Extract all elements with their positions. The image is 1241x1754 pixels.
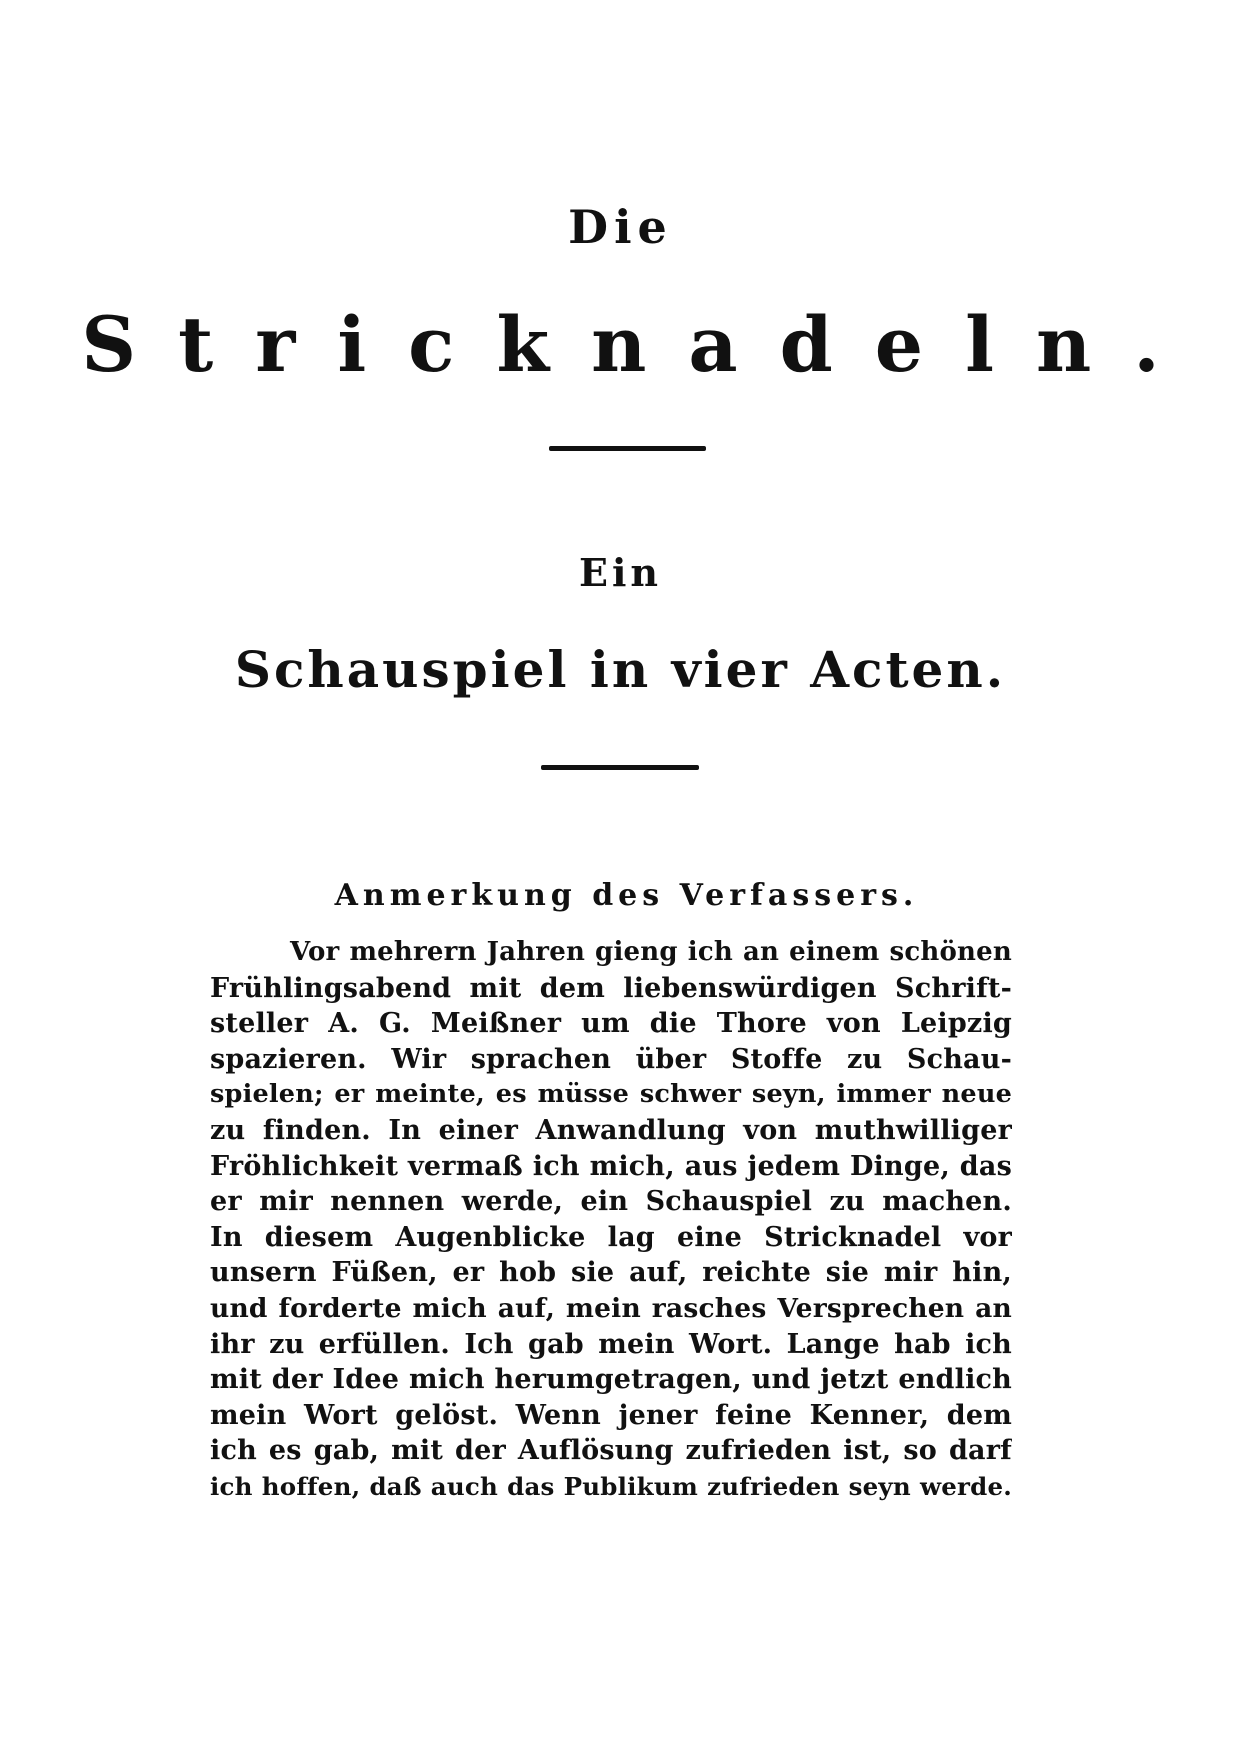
text-line: steller A. G. Meißner um die Thore von Leipzig	[210, 1008, 1012, 1040]
note-body	[210, 935, 1012, 1505]
note-heading: Anmerkung des Verfassers.	[334, 878, 919, 913]
subtitle-line-1: Ein	[578, 550, 663, 595]
page-title: Stricknadeln.	[81, 300, 1202, 389]
text-line: und forderte mich auf, mein rasches Versprechen an	[210, 1292, 1012, 1324]
text-line: ich es gab, mit der Auflösung zufrieden ist, so darf	[210, 1435, 1012, 1467]
text-line: Frühlingsabend mit dem liebenswürdigen Schrift-	[210, 972, 1012, 1004]
divider-rule	[541, 765, 699, 770]
text-line: Fröhlichkeit vermaß ich mich, aus jedem Dinge, das	[210, 1150, 1012, 1182]
text-line: unsern Füßen, er hob sie auf, reichte sie mir hin,	[210, 1257, 1012, 1289]
text-line: ich hoffen, daß auch das Publikum zufrieden seyn werde.	[210, 1471, 1012, 1501]
text-line: ihr zu erfüllen. Ich gab mein Wort. Lange hab ich	[210, 1328, 1012, 1360]
divider-rule	[549, 446, 706, 451]
text-line: zu finden. In einer Anwandlung von muthwilliger	[210, 1114, 1012, 1146]
text-line: Vor mehrern Jahren gieng ich an einem schönen	[290, 937, 1012, 967]
subtitle-line-2: Schauspiel in vier Acten.	[234, 640, 1007, 699]
text-line: spielen; er meinte, es müsse schwer seyn, immer neue	[210, 1079, 1012, 1110]
title-article: Die	[568, 200, 673, 254]
text-line: In diesem Augenblicke lag eine Stricknadel vor	[210, 1221, 1012, 1253]
text-line: er mir nennen werde, ein Schauspiel zu machen.	[210, 1186, 1012, 1218]
text-line: mein Wort gelöst. Wenn jener feine Kenner, dem	[210, 1399, 1012, 1431]
text-line: spazieren. Wir sprachen über Stoffe zu Schau-	[210, 1043, 1012, 1075]
text-line: mit der Idee mich herumgetragen, und jetzt endlich	[210, 1364, 1012, 1396]
